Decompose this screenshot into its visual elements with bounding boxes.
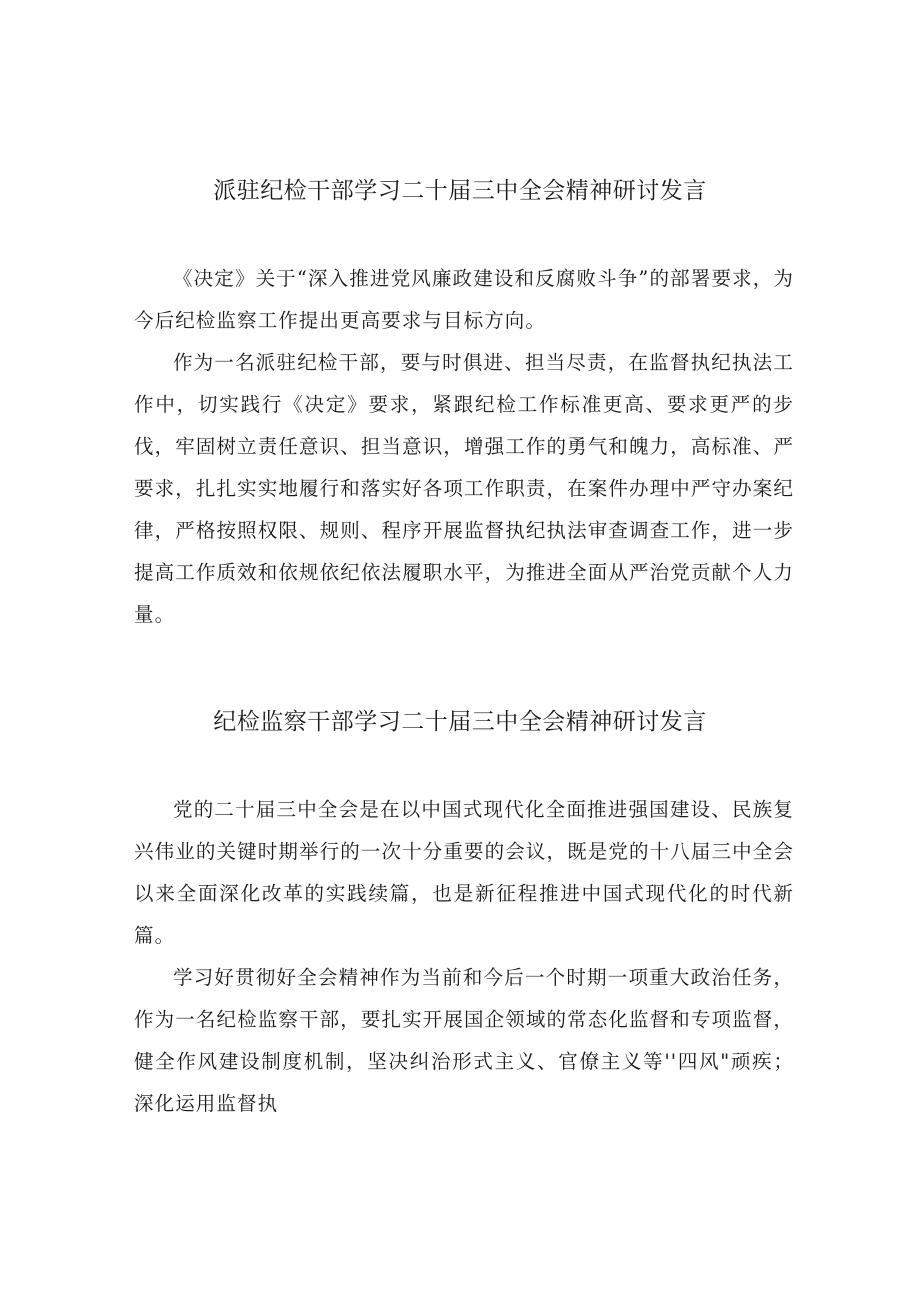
section-title-1: 派驻纪检干部学习二十届三中全会精神研讨发言 (213, 178, 707, 204)
section-body-2 (134, 789, 794, 1125)
paragraph: 《决定》关于“深入推进党风廉政建设和反腐败斗争”的部署要求，为今后纪检监察工作提出更高要求与目标方向。 (134, 267, 794, 332)
section-title-2: 纪检监察干部学习二十届三中全会精神研讨发言 (213, 709, 707, 735)
section-body-1 (134, 258, 794, 636)
paragraph: 作为一名派驻纪检干部，要与时俱进、担当尽责，在监督执纪执法工作中，切实践行《决定》要求，紧跟纪检工作标准更高、要求更严的步伐，牢固树立责任意识、担当意识，增强工作的勇气和魄力，高标准、严要求，扎扎实实地履行和落实好各项工作职责，在案件办理中严守办案纪律，严格按照权限、规则、程序开展监督执纪执法审查调查工作，进一步提高工作质效和依规依纪依法履职水平，为推进全面从严治党贡献个人力量。 (134, 351, 794, 626)
paragraph: 党的二十届三中全会是在以中国式现代化全面推进强国建设、民族复兴伟业的关键时期举行的一次十分重要的会议，既是党的十八届三中全会以来全面深化改革的实践续篇，也是新征程推进中国式现代化的时代新篇。 (134, 798, 794, 947)
paragraph: 学习好贯彻好全会精神作为当前和今后一个时期一项重大政治任务，作为一名纪检监察干部，要扎实开展国企领域的常态化监督和专项监督，健全作风建设制度机制，坚决纠治形式主义、官僚主义等''四风"顽疾；深化运用监督执 (134, 966, 794, 1115)
